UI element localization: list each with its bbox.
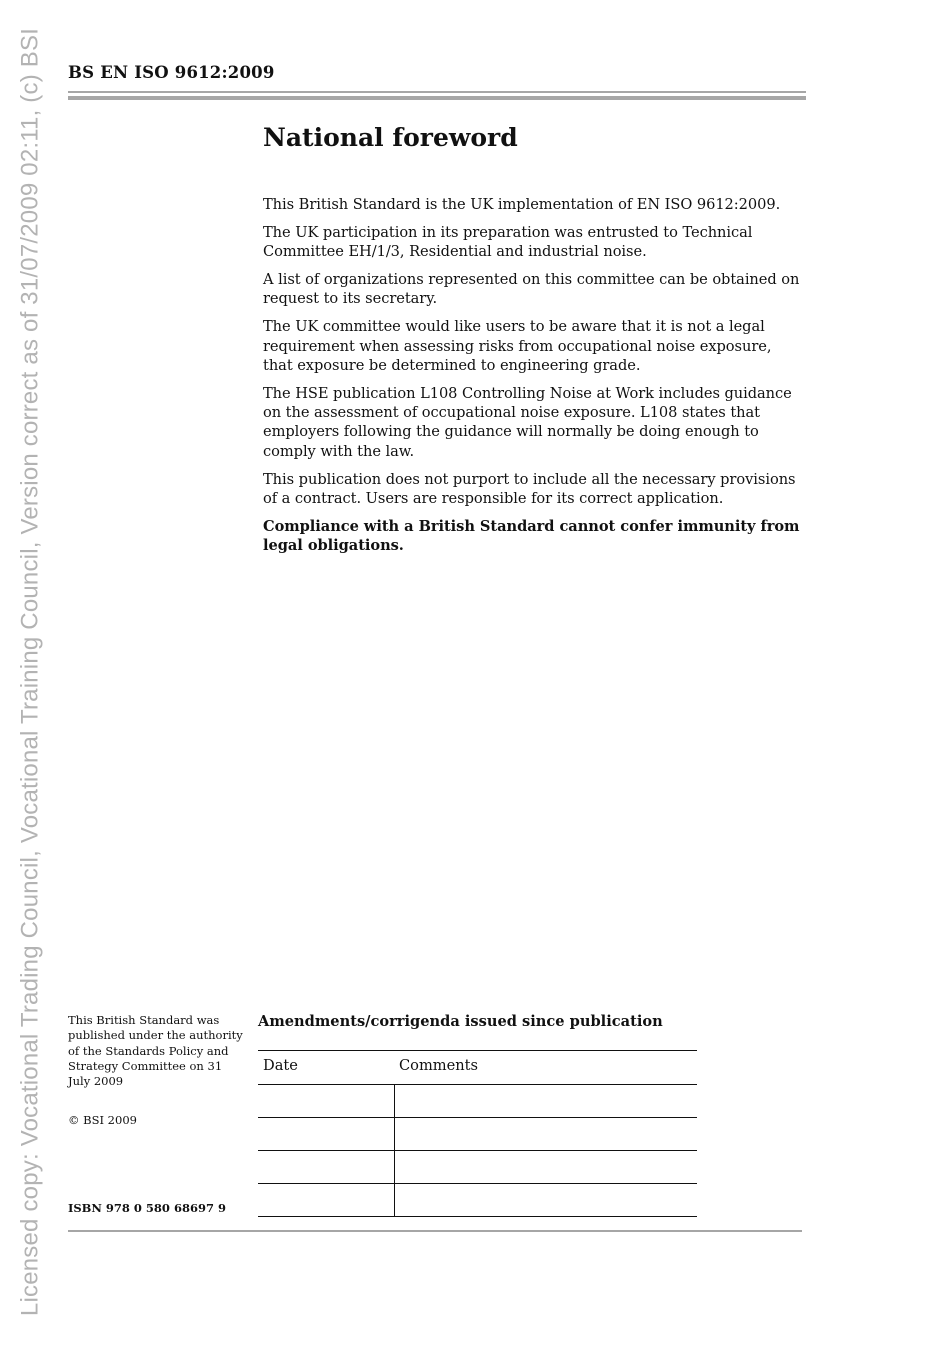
isbn: ISBN 978 0 580 68697 9 <box>68 1201 226 1215</box>
publication-note: This British Standard was published under the authority of the Standards Policy and Strategy Committee on 31 July 2009 <box>68 1013 243 1089</box>
footer-rule <box>68 1230 802 1232</box>
paragraph-committee: The UK participation in its preparation was entrusted to Technical Committee EH/1/3, Residential and industrial noise. <box>263 223 753 261</box>
header-rule-thin <box>68 91 806 93</box>
paragraph-organizations: A list of organizations represented on this committee can be obtained on request to its secretary. <box>263 271 800 308</box>
comments-cell <box>394 1151 697 1184</box>
table-row <box>258 1184 697 1217</box>
amendments-header-row <box>258 1051 697 1085</box>
comments-cell <box>394 1118 697 1151</box>
date-cell <box>258 1184 394 1217</box>
paragraph-engineering-grade: The UK committee would like users to be aware that it is not a legal requirement when assessing risks from occupational noise exposure, that exposure be determined to engineering grade. <box>263 318 772 374</box>
date-cell <box>258 1118 394 1151</box>
table-row <box>258 1118 697 1151</box>
page-title: National foreword <box>263 123 518 152</box>
license-watermark <box>0 0 60 1345</box>
table-row <box>258 1151 697 1184</box>
header-rule-thick <box>68 96 806 100</box>
date-cell <box>258 1151 394 1184</box>
date-cell <box>258 1085 394 1118</box>
amendments-table <box>258 1050 697 1217</box>
date-column-header: Date <box>258 1051 394 1085</box>
amendments-title: Amendments/corrigenda issued since publication <box>258 1013 663 1030</box>
publication-note-block <box>68 1013 243 1089</box>
foreword-body <box>263 120 803 564</box>
compliance-statement: Compliance with a British Standard cannot confer immunity from legal obligations. <box>263 517 800 555</box>
comments-cell <box>394 1184 697 1217</box>
paragraph-hse-l108: The HSE publication L108 Controlling Noise at Work includes guidance on the assessment of occupational noise exposure. L108 states that employers following the guidance will normally be doing enough to comply with the law. <box>263 384 792 460</box>
comments-column-header: Comments <box>394 1051 697 1085</box>
table-row <box>258 1085 697 1118</box>
copyright: © BSI 2009 <box>68 1113 137 1127</box>
document-code: BS EN ISO 9612:2009 <box>68 63 275 82</box>
license-watermark-text: Licensed copy: Vocational Trading Council, Vocational Training Council, Version correct as of 31/07/2009 02:11, (c) BSI <box>16 27 44 1317</box>
comments-cell <box>394 1085 697 1118</box>
paragraph-contract: This publication does not purport to include all the necessary provisions of a contract. Users are responsible for its correct application. <box>263 470 796 507</box>
paragraph-implementation: This British Standard is the UK implementation of EN ISO 9612:2009. <box>263 196 781 213</box>
